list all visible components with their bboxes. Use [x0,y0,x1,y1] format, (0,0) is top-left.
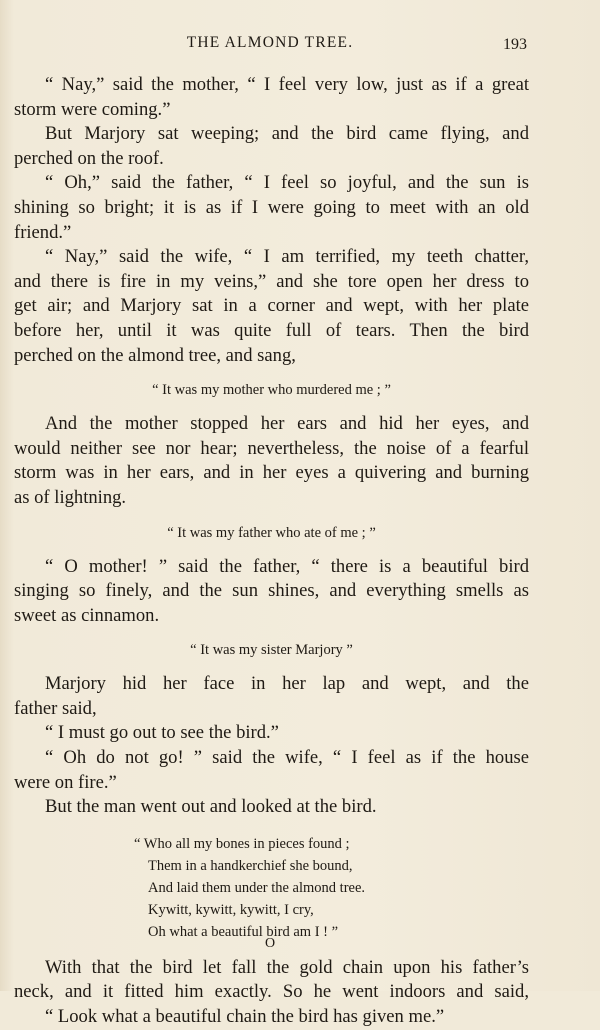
text-line: shining so bright; it is as if I were going to meet with an old [14,196,529,218]
stanza-line: Them in a handkerchief she bound, [148,857,353,874]
verse-stanza [14,833,529,943]
verse-line: “ It was my sister Marjory ” [190,642,353,659]
text-line: father said, [14,697,97,719]
stanza-line: And laid them under the almond tree. [148,879,366,896]
text-line: were on fire.” [14,771,117,793]
text-line: “ Look what a beautiful chain the bird has given me.” [45,1006,445,1028]
text-line: friend.” [14,221,72,243]
signature-mark: O [264,936,276,951]
text-line: neck, and it fitted him exactly. So he went indoors and said, [14,981,529,1003]
text-line: storm were coming.” [14,98,171,120]
spacer [14,820,529,833]
verse-line: “ It was my father who ate of me ; ” [167,524,376,541]
stanza-line: “ Who all my bones in pieces found ; [134,835,350,852]
text-line: “ Oh do not go! ” said the wife, “ I feel as if the house [45,747,529,769]
text-line: storm was in her ears, and in her eyes a quivering and burning [14,462,529,484]
text-line: “ Nay,” said the mother, “ I feel very low, just as if a great [45,74,529,95]
stanza-line: Oh what a beautiful bird am I ! ” [148,923,339,940]
text-line: perched on the roof. [14,147,164,169]
text-line: “ I must go out to see the bird.” [45,722,279,744]
spacer [14,511,529,522]
text-line: With that the bird let fall the gold chain upon his father’s [45,956,529,978]
text-line: singing so finely, and the sun shines, and everything smells as [14,580,529,602]
text-line: Marjory hid her face in her lap and wept, and the [45,673,529,695]
text-line: and there is fire in my veins,” and she tore open her dress to [14,270,529,292]
page-header [0,34,600,58]
stanza-line: Kywitt, kywitt, kywitt, I cry, [148,901,314,918]
text-line: And the mother stopped her ears and hid her eyes, and [45,413,529,435]
text-line: “ O mother! ” said the father, “ there is a beautiful bird [45,555,529,577]
body-text [14,73,529,1030]
verse-line: “ It was my mother who murdered me ; ” [152,382,391,399]
text-line: as of lightning. [14,486,127,508]
text-line: would neither see nor hear; nevertheless, the noise of a fearful [14,437,529,459]
text-line: before her, until it was quite full of tears. Then the bird [14,319,529,341]
spacer [14,628,529,639]
text-line: get air; and Marjory sat in a corner and wept, with her plate [14,295,529,317]
text-line: But the man went out and looked at the bird. [45,796,377,818]
spacer [14,661,529,672]
text-line: “ Oh,” said the father, “ I feel so joyful, and the sun is [45,172,529,194]
spacer [14,544,529,555]
text-line: But Marjory sat weeping; and the bird came flying, and [45,123,529,145]
running-title: THE ALMOND TREE. [186,34,354,51]
text-line: “ Nay,” said the wife, “ I am terrified, my teeth chatter, [45,246,529,268]
spacer [14,368,529,379]
spacer [14,401,529,412]
page-number: 193 [503,36,527,53]
text-line: sweet as cinnamon. [14,604,160,626]
text-line: perched on the almond tree, and sang, [14,344,296,366]
